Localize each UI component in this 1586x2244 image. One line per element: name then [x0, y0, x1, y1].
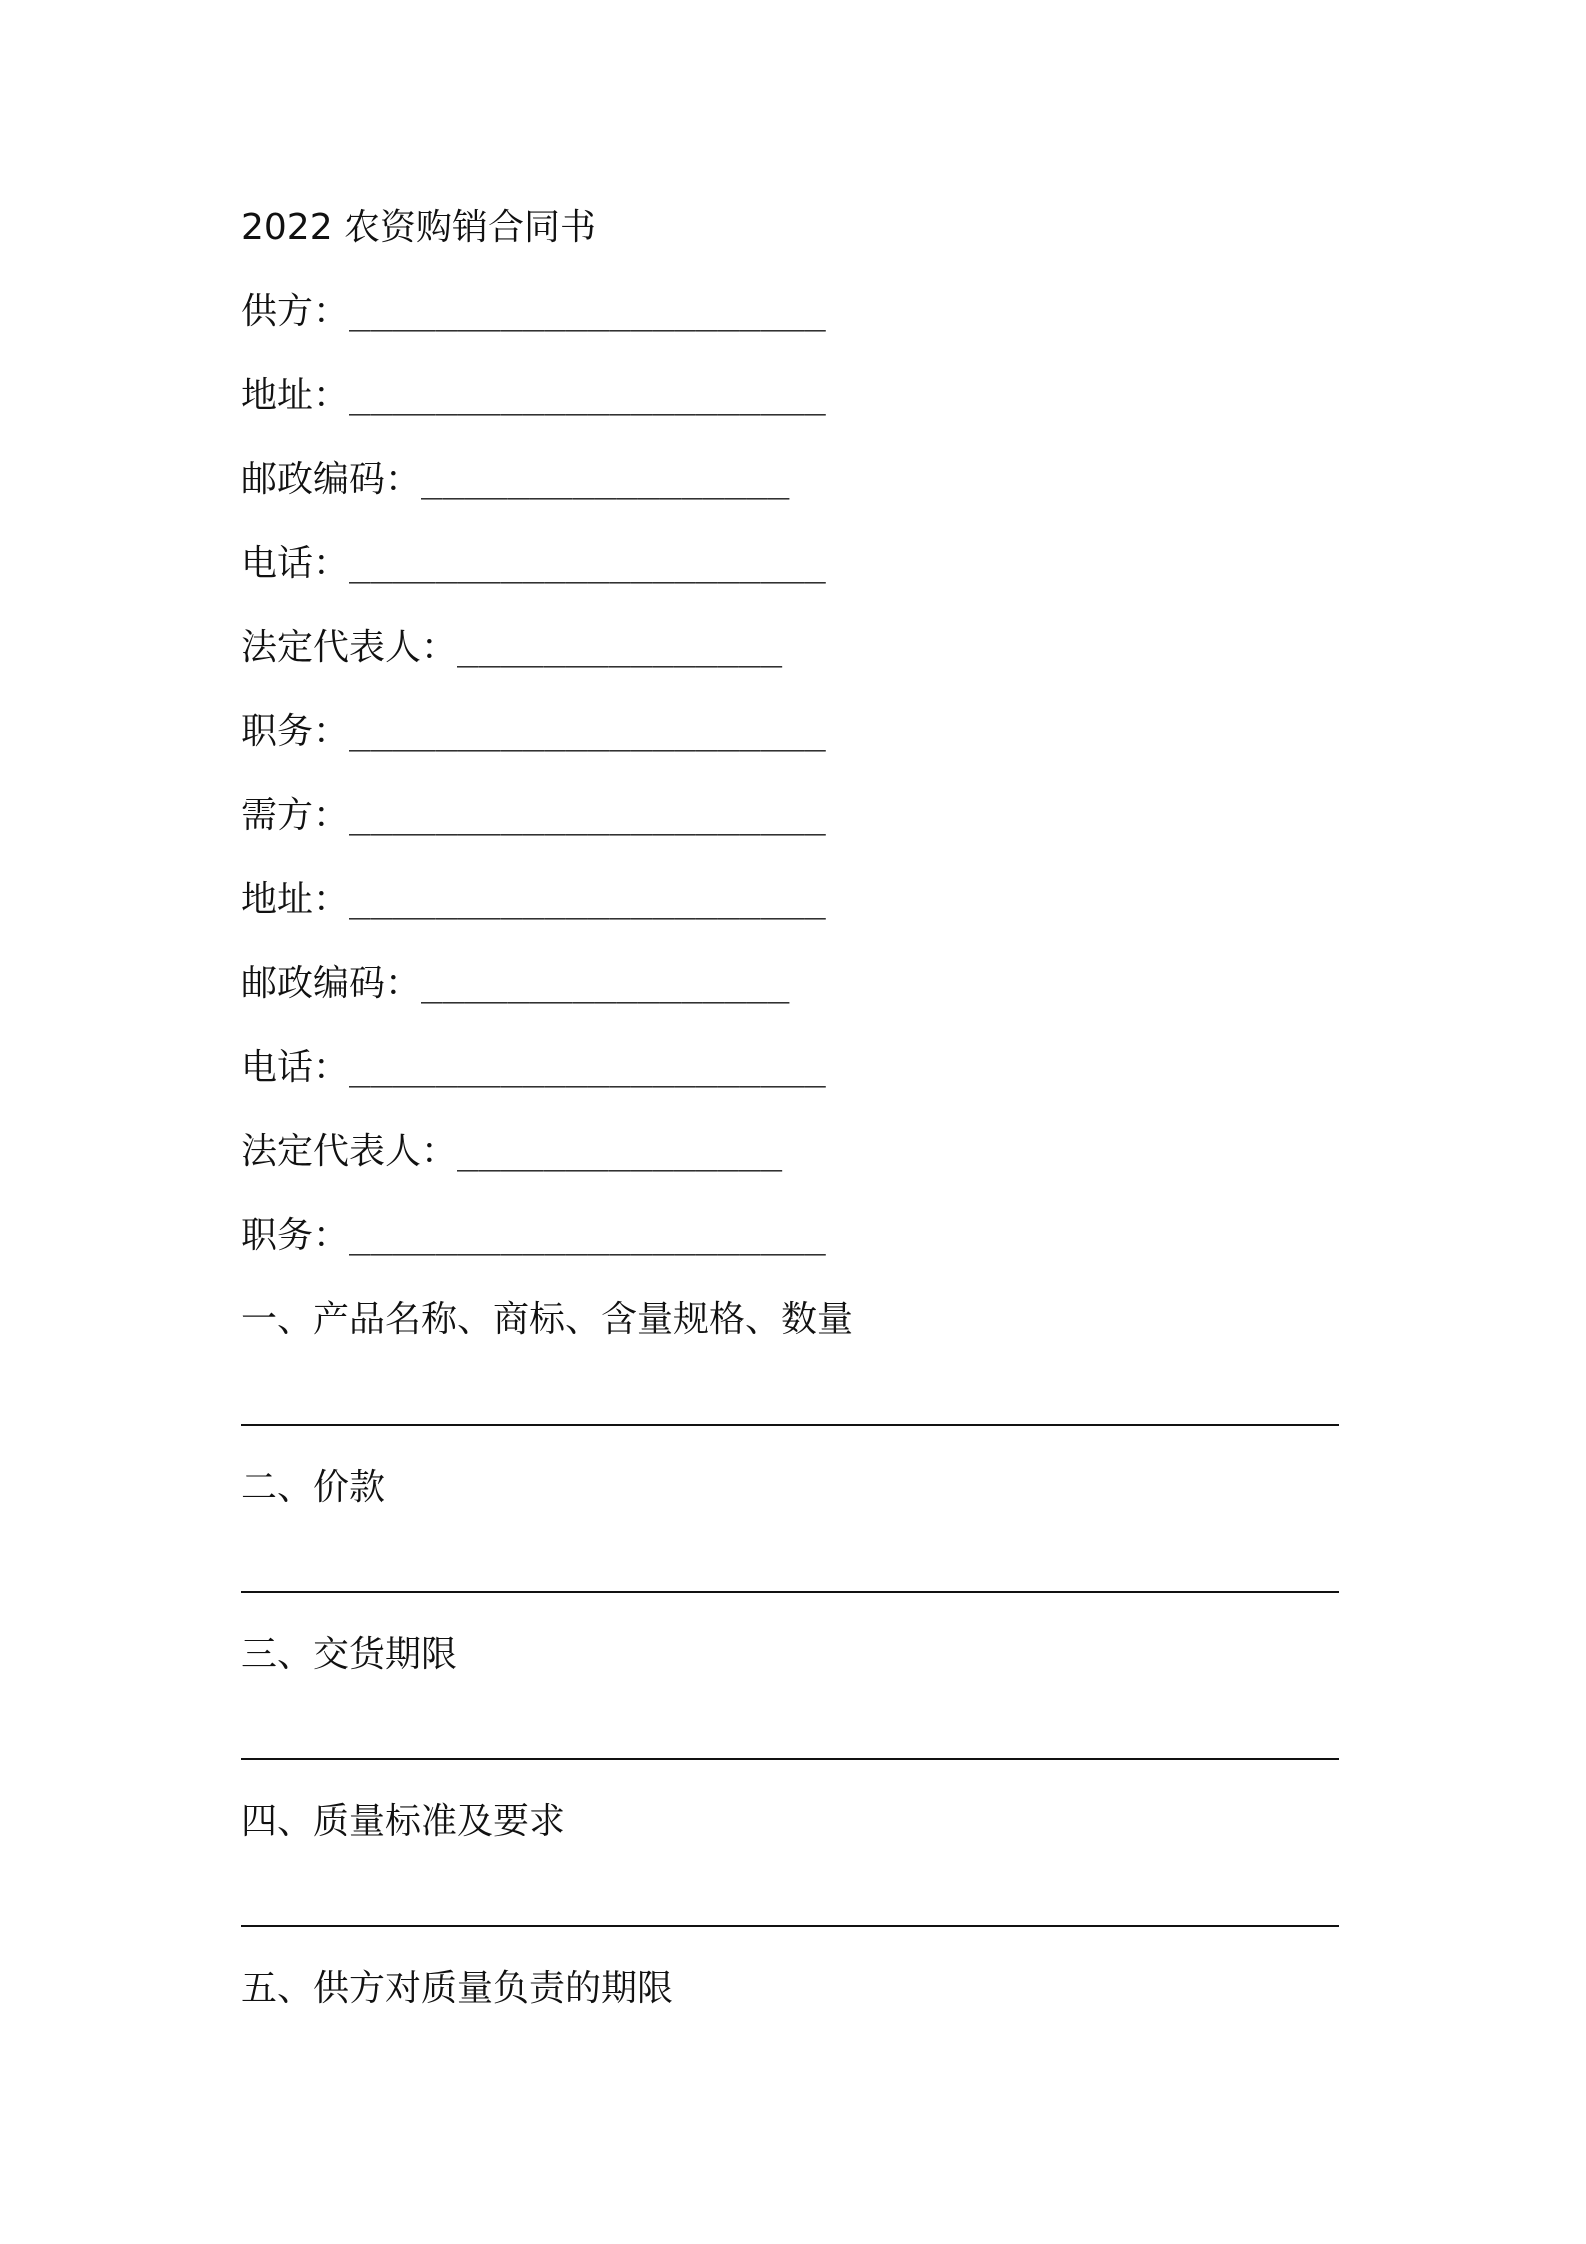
supplier-address-blank[interactable]: ______________________	[349, 375, 826, 416]
buyer-phone-row	[241, 1046, 826, 1090]
supplier-position-label: 职务：	[241, 711, 350, 752]
section-heading-4: 四、质量标准及要求	[241, 1801, 566, 1842]
supplier-name-label: 供方：	[241, 291, 350, 332]
buyer-name-label: 需方：	[241, 795, 350, 836]
supplier-postcode-blank[interactable]: _________________	[421, 459, 790, 500]
supplier-phone-row	[241, 542, 826, 586]
section-heading-2: 二、价款	[241, 1467, 386, 1508]
supplier-phone-blank[interactable]: ______________________	[349, 543, 826, 584]
buyer-address-label: 地址：	[241, 879, 350, 920]
section-heading-3: 三、交货期限	[241, 1634, 458, 1675]
buyer-position-blank[interactable]: ______________________	[349, 1215, 826, 1256]
supplier-legal-rep-blank[interactable]: _______________	[457, 627, 783, 668]
buyer-address-blank[interactable]: ______________________	[349, 879, 826, 920]
supplier-postcode-label: 邮政编码：	[241, 459, 422, 500]
section-2-fill-line[interactable]	[241, 1591, 1339, 1593]
supplier-name-blank[interactable]: ______________________	[349, 291, 826, 332]
buyer-position-row	[241, 1214, 826, 1258]
supplier-address-row	[241, 374, 826, 418]
buyer-postcode-blank[interactable]: _________________	[421, 963, 790, 1004]
buyer-name-row	[241, 794, 826, 838]
buyer-address-row	[241, 878, 826, 922]
buyer-name-blank[interactable]: ______________________	[349, 795, 826, 836]
section-heading-5: 五、供方对质量负责的期限	[241, 1968, 674, 2009]
section-heading-1: 一、产品名称、商标、含量规格、数量	[241, 1299, 854, 1340]
buyer-phone-label: 电话：	[241, 1047, 350, 1088]
supplier-position-row	[241, 710, 826, 754]
buyer-legal-rep-row	[241, 1130, 782, 1174]
buyer-postcode-label: 邮政编码：	[241, 963, 422, 1004]
buyer-phone-blank[interactable]: ______________________	[349, 1047, 826, 1088]
supplier-position-blank[interactable]: ______________________	[349, 711, 826, 752]
supplier-address-label: 地址：	[241, 375, 350, 416]
buyer-position-label: 职务：	[241, 1215, 350, 1256]
supplier-name-row	[241, 290, 826, 334]
section-4-fill-line[interactable]	[241, 1925, 1339, 1927]
buyer-legal-rep-label: 法定代表人：	[241, 1131, 458, 1172]
supplier-legal-rep-row	[241, 626, 782, 670]
supplier-postcode-row	[241, 458, 789, 502]
section-1-fill-line[interactable]	[241, 1424, 1339, 1426]
supplier-legal-rep-label: 法定代表人：	[241, 627, 458, 668]
supplier-phone-label: 电话：	[241, 543, 350, 584]
buyer-postcode-row	[241, 962, 789, 1006]
section-3-fill-line[interactable]	[241, 1758, 1339, 1760]
document-title: 2022 农资购销合同书	[241, 207, 597, 248]
buyer-legal-rep-blank[interactable]: _______________	[457, 1131, 783, 1172]
